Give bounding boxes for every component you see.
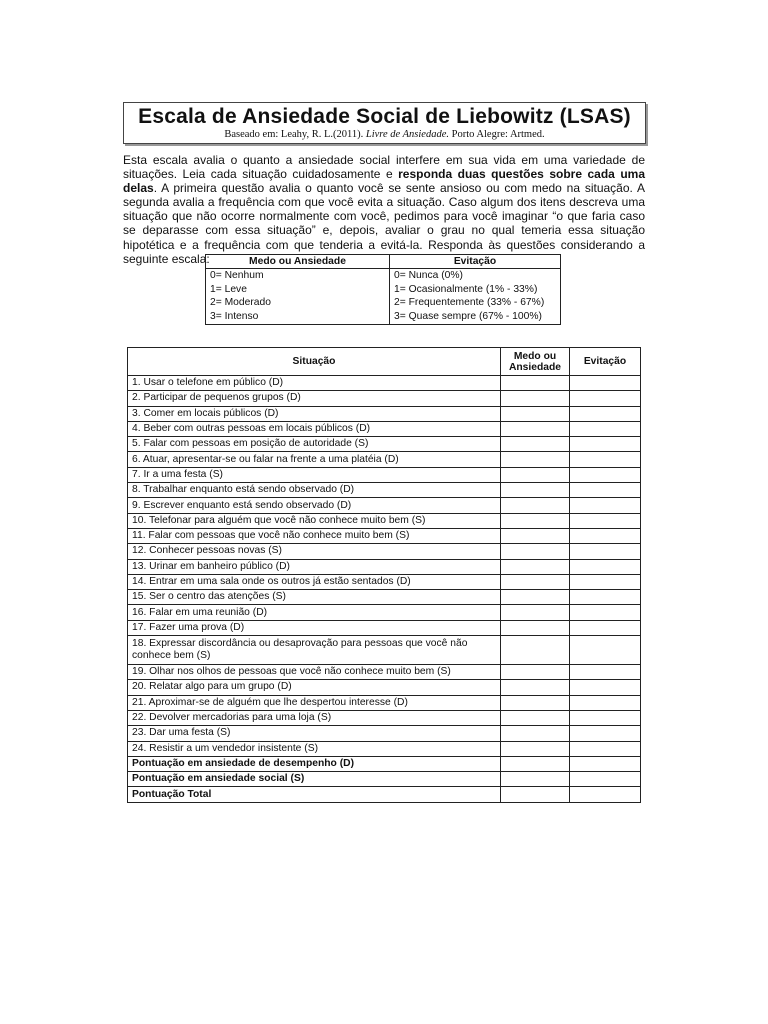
situation-cell: 19. Olhar nos olhos de pessoas que você não conhece muito bem (S)	[128, 665, 501, 680]
fear-level: 1= Leve	[210, 283, 247, 295]
avoid-score-cell[interactable]	[570, 772, 641, 787]
fear-level: 0= Nenhum	[210, 270, 264, 281]
fear-score-cell[interactable]	[501, 452, 570, 467]
fear-score-cell[interactable]	[501, 680, 570, 695]
fear-score-cell[interactable]	[501, 756, 570, 771]
situation-cell: 20. Relatar algo para um grupo (D)	[128, 680, 501, 695]
scale-avoid-header: Evitação	[390, 255, 561, 269]
intro-paragraph	[123, 153, 645, 266]
situation-cell: 1. Usar o telefone em público (D)	[128, 376, 501, 391]
avoid-score-cell[interactable]	[570, 376, 641, 391]
table-row	[128, 590, 641, 605]
header-situation: Situação	[128, 348, 501, 376]
page-title: Escala de Ansiedade Social de Liebowitz (LSAS)	[138, 105, 631, 128]
table-row	[128, 741, 641, 756]
total-label: Pontuação em ansiedade de desempenho (D)	[128, 756, 501, 771]
table-row	[128, 665, 641, 680]
situation-cell: 21. Aproximar-se de alguém que lhe despertou interesse (D)	[128, 695, 501, 710]
fear-score-cell[interactable]	[501, 406, 570, 421]
fear-score-cell[interactable]	[501, 741, 570, 756]
table-row	[128, 544, 641, 559]
avoid-score-cell[interactable]	[570, 544, 641, 559]
header-fear	[501, 348, 570, 376]
table-row	[128, 421, 641, 436]
situation-cell: 5. Falar com pessoas em posição de autoridade (S)	[128, 437, 501, 452]
fear-score-cell[interactable]	[501, 574, 570, 589]
table-row	[128, 406, 641, 421]
fear-score-cell[interactable]	[501, 772, 570, 787]
situation-cell: 6. Atuar, apresentar-se ou falar na frente a uma platéia (D)	[128, 452, 501, 467]
header-fear-line2: Ansiedade	[508, 361, 562, 373]
intro-part2: . A primeira questão avalia o quanto você se sente ansioso ou com medo na situação. A segunda avalia a frequência com que você evita a situação. Caso algum dos itens descreva uma situação que não ocorre normalmente com você, pedimos para você imaginar “o que faria caso se deparasse com essa situação” e, depois, avaliar o grau no qual temeria essa situação hipotética e a frequência com que tenderia a evitá-la. Responda às questões considerando a seguinte escala:	[123, 181, 645, 266]
avoid-level: 3= Quase sempre (67% - 100%)	[394, 310, 542, 322]
scale-fear-levels	[206, 269, 390, 325]
avoid-score-cell[interactable]	[570, 483, 641, 498]
situation-cell: 3. Comer em locais públicos (D)	[128, 406, 501, 421]
scale-avoid-levels	[390, 269, 561, 325]
total-row	[128, 772, 641, 787]
table-row	[128, 513, 641, 528]
fear-score-cell[interactable]	[501, 376, 570, 391]
avoid-score-cell[interactable]	[570, 710, 641, 725]
table-row	[128, 467, 641, 482]
avoid-score-cell[interactable]	[570, 528, 641, 543]
situation-cell: 18. Expressar discordância ou desaprovação para pessoas que você não conhece bem (S)	[128, 636, 501, 665]
avoid-level: 1= Ocasionalmente (1% - 33%)	[394, 283, 538, 295]
fear-score-cell[interactable]	[501, 544, 570, 559]
table-row	[128, 437, 641, 452]
avoid-score-cell[interactable]	[570, 406, 641, 421]
fear-score-cell[interactable]	[501, 513, 570, 528]
fear-score-cell[interactable]	[501, 590, 570, 605]
situation-cell: 2. Participar de pequenos grupos (D)	[128, 391, 501, 406]
title-box	[123, 102, 646, 144]
rating-scale-table	[205, 254, 561, 325]
avoid-score-cell[interactable]	[570, 437, 641, 452]
avoid-score-cell[interactable]	[570, 605, 641, 620]
fear-score-cell[interactable]	[501, 483, 570, 498]
situation-cell: 22. Devolver mercadorias para uma loja (S)	[128, 710, 501, 725]
situation-cell: 8. Trabalhar enquanto está sendo observado (D)	[128, 483, 501, 498]
fear-score-cell[interactable]	[501, 498, 570, 513]
avoid-score-cell[interactable]	[570, 756, 641, 771]
total-label: Pontuação Total	[128, 787, 501, 802]
table-row	[128, 726, 641, 741]
avoid-score-cell[interactable]	[570, 695, 641, 710]
table-row	[128, 376, 641, 391]
avoid-score-cell[interactable]	[570, 421, 641, 436]
avoid-score-cell[interactable]	[570, 391, 641, 406]
avoid-score-cell[interactable]	[570, 467, 641, 482]
fear-level: 3= Intenso	[210, 310, 259, 322]
table-row	[128, 498, 641, 513]
header-fear-line1: Medo ou	[513, 350, 557, 362]
avoid-score-cell[interactable]	[570, 498, 641, 513]
total-row	[128, 787, 641, 802]
fear-score-cell[interactable]	[501, 391, 570, 406]
avoid-score-cell[interactable]	[570, 574, 641, 589]
situation-cell: 10. Telefonar para alguém que você não conhece muito bem (S)	[128, 513, 501, 528]
avoid-score-cell[interactable]	[570, 726, 641, 741]
avoid-score-cell[interactable]	[570, 787, 641, 802]
table-row	[128, 574, 641, 589]
table-row	[128, 452, 641, 467]
situation-cell: 7. Ir a uma festa (S)	[128, 467, 501, 482]
situation-cell: 24. Resistir a um vendedor insistente (S)	[128, 741, 501, 756]
fear-score-cell[interactable]	[501, 726, 570, 741]
fear-score-cell[interactable]	[501, 695, 570, 710]
fear-score-cell[interactable]	[501, 437, 570, 452]
avoid-score-cell[interactable]	[570, 559, 641, 574]
table-row	[128, 710, 641, 725]
situation-cell: 23. Dar uma festa (S)	[128, 726, 501, 741]
table-row	[128, 605, 641, 620]
situation-cell: 9. Escrever enquanto está sendo observado (D)	[128, 498, 501, 513]
situation-cell: 15. Ser o centro das atenções (S)	[128, 590, 501, 605]
avoid-score-cell[interactable]	[570, 513, 641, 528]
table-row	[128, 528, 641, 543]
fear-score-cell[interactable]	[501, 787, 570, 802]
fear-score-cell[interactable]	[501, 528, 570, 543]
header-avoid: Evitação	[570, 348, 641, 376]
avoid-level: 2= Frequentemente (33% - 67%)	[394, 297, 545, 309]
subtitle-prefix: Baseado em: Leahy, R. L.(2011).	[224, 129, 364, 140]
avoid-score-cell[interactable]	[570, 452, 641, 467]
situation-cell: 14. Entrar em uma sala onde os outros já estão sentados (D)	[128, 574, 501, 589]
fear-score-cell[interactable]	[501, 605, 570, 620]
subtitle-book: Livre de Ansiedade.	[365, 129, 449, 140]
table-row	[128, 559, 641, 574]
table-row	[128, 620, 641, 635]
avoid-level: 0= Nunca (0%)	[394, 270, 463, 281]
situation-cell: 13. Urinar em banheiro público (D)	[128, 559, 501, 574]
table-row	[128, 695, 641, 710]
intro-part1: Esta escala avalia o quanto a ansiedade social interfere em sua vida em uma variedade de situações. Leia cada situação cuidadosamente e	[123, 153, 645, 182]
situation-cell: 17. Fazer uma prova (D)	[128, 620, 501, 635]
table-row	[128, 636, 641, 665]
intro-bold: responda duas questões sobre cada uma delas	[123, 167, 646, 196]
fear-score-cell[interactable]	[501, 467, 570, 482]
situation-cell: 16. Falar em uma reunião (D)	[128, 605, 501, 620]
fear-score-cell[interactable]	[501, 665, 570, 680]
avoid-score-cell[interactable]	[570, 590, 641, 605]
fear-score-cell[interactable]	[501, 636, 570, 665]
fear-score-cell[interactable]	[501, 421, 570, 436]
situation-cell: 12. Conhecer pessoas novas (S)	[128, 544, 501, 559]
situation-cell: 11. Falar com pessoas que você não conhece muito bem (S)	[128, 528, 501, 543]
fear-score-cell[interactable]	[501, 710, 570, 725]
fear-score-cell[interactable]	[501, 620, 570, 635]
total-label: Pontuação em ansiedade social (S)	[128, 772, 501, 787]
avoid-score-cell[interactable]	[570, 741, 641, 756]
fear-level: 2= Moderado	[210, 297, 271, 309]
table-row	[128, 680, 641, 695]
scale-fear-header: Medo ou Ansiedade	[206, 255, 390, 269]
subtitle-suffix: Porto Alegre: Artmed.	[451, 129, 545, 140]
situations-table	[127, 347, 641, 803]
avoid-score-cell[interactable]	[570, 680, 641, 695]
total-row	[128, 756, 641, 771]
table-row	[128, 391, 641, 406]
page-subtitle	[124, 129, 645, 140]
avoid-score-cell[interactable]	[570, 665, 641, 680]
table-row	[128, 483, 641, 498]
avoid-score-cell[interactable]	[570, 620, 641, 635]
fear-score-cell[interactable]	[501, 559, 570, 574]
avoid-score-cell[interactable]	[570, 636, 641, 665]
situation-cell: 4. Beber com outras pessoas em locais públicos (D)	[128, 421, 501, 436]
